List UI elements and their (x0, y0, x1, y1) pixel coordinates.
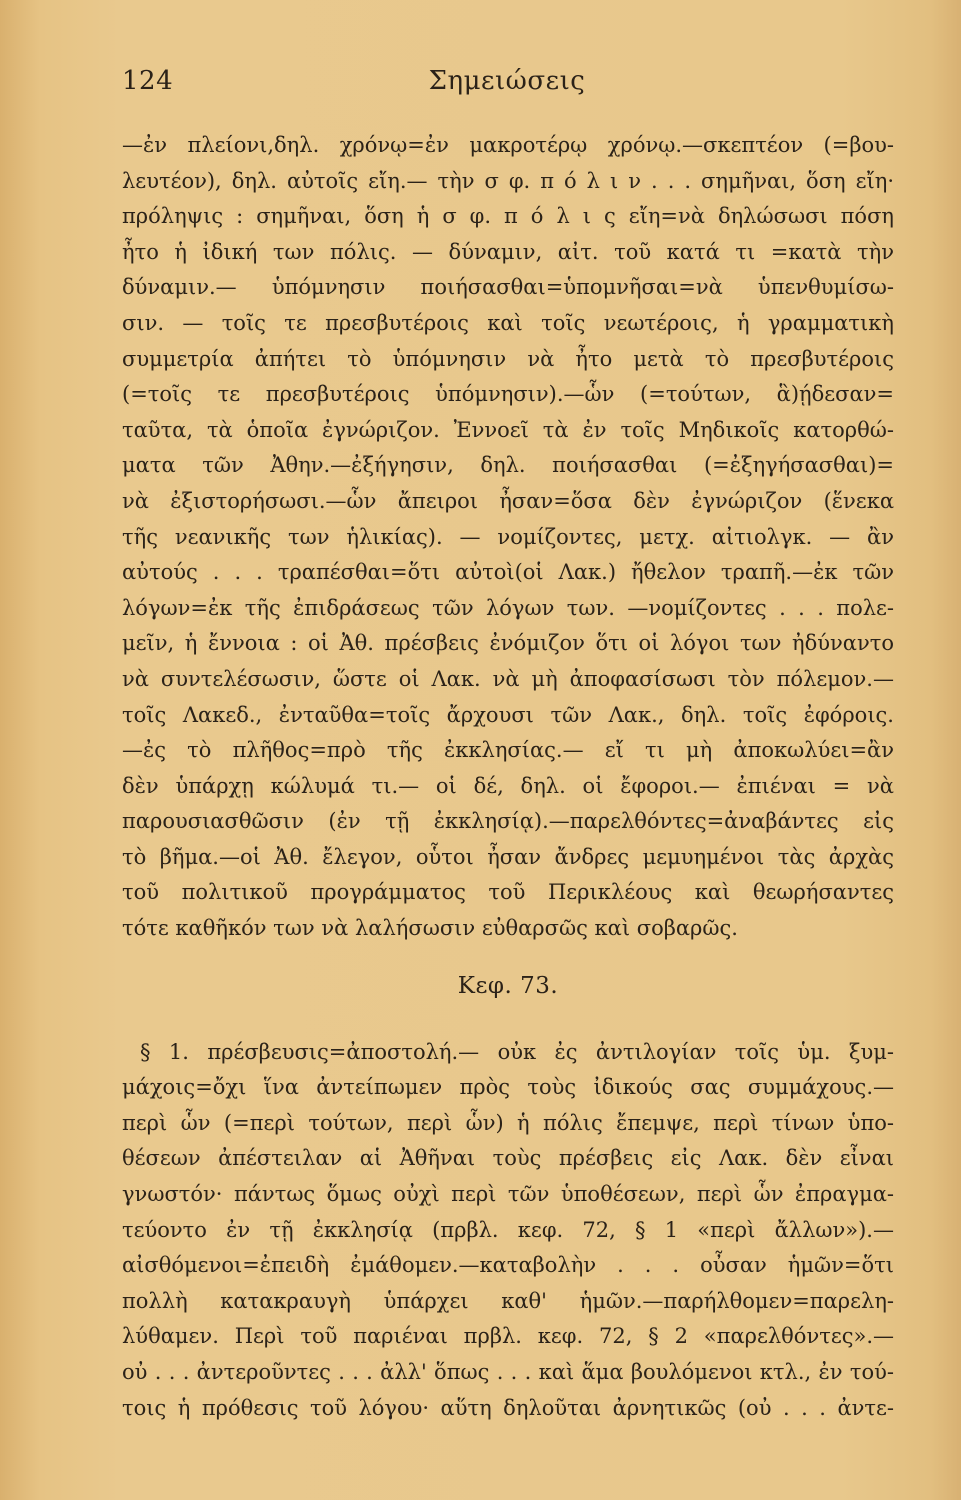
text-line: λόγων=ἐκ τῆς ἐπιδράσεως τῶν λόγων των. —νομίζοντες . . . πολε- (122, 595, 894, 620)
running-title: Σημειώσεις (428, 66, 586, 96)
text-line: τεύοντο ἐν τῇ ἐκκλησίᾳ (πρβλ. κεφ. 72, § 1 «περὶ ἄλλων»).— (122, 1217, 894, 1242)
text-line: αὐτούς . . . τραπέσθαι=ὅτι αὐτοὶ(οἱ Λακ.) ἤθελον τραπῆ.—ἐκ τῶν (122, 560, 894, 585)
text-line: λευτέον), δηλ. αὐτοῖς εἴη.— τὴν σ φ. π ό λ ι ν . . . σημῆναι, ὅση εἴη· (122, 168, 894, 193)
text-line: νὰ συντελέσωσιν, ὥστε οἱ Λακ. νὰ μὴ ἀποφασίσωσι τὸν πόλεμον.— (122, 666, 894, 691)
text-line: περὶ ὧν (=περὶ τούτων, περὶ ὧν) ἡ πόλις ἔπεμψε, περὶ τίνων ὑπο- (122, 1110, 894, 1135)
text-line: λύθαμεν. Περὶ τοῦ παριέναι πρβλ. κεφ. 72, § 2 «παρελθόντες».— (122, 1324, 894, 1349)
text-line: οὐ . . . ἀντεροῦντες . . . ἀλλ' ὅπως . . . καὶ ἅμα βουλόμενοι κτλ., ἐν τού- (122, 1360, 894, 1384)
page-header (122, 66, 892, 106)
text-line: γνωστόν· πάντως ὅμως οὐχὶ περὶ τῶν ὑποθέσεων, περὶ ὧν ἐπραγμα- (122, 1182, 894, 1207)
text-line: παρουσιασθῶσιν (ἐν τῇ ἐκκλησίᾳ).—παρελθόντες=ἀναβάντες εἰς (122, 809, 894, 834)
text-line: συμμετρία ἀπήτει τὸ ὑπόμνησιν νὰ ἦτο μετὰ τὸ πρεσβυτέροις (122, 346, 894, 371)
chapter-heading-row (122, 947, 894, 1035)
text-line: ἦτο ἡ ἰδική των πόλις. — δύναμιν, αἰτ. τοῦ κατά τι =κατὰ τὴν (122, 239, 894, 264)
text-line: δύναμιν.— ὑπόμνησιν ποιήσασθαι=ὑπομνῆσαι=νὰ ὑπενθυμίσω- (122, 275, 894, 300)
text-line: πολλὴ κατακραυγὴ ὑπάρχει καθ' ἡμῶν.—παρήλθομεν=παρελη- (122, 1288, 894, 1313)
text-line: τοῖς Λακεδ., ἐνταῦθα=τοῖς ἄρχουσι τῶν Λακ., δηλ. τοῖς ἐφόροις. (122, 702, 894, 727)
text-line: τῆς νεανικῆς των ἡλικίας). — νομίζοντες, μετχ. αἰτιολγκ. — ἂν (122, 524, 894, 549)
text-line: —ἐν πλείονι,δηλ. χρόνῳ=ἐν μακροτέρῳ χρόνῳ.—σκεπτέον (=βου- (122, 133, 894, 157)
text-line: μεῖν, ἡ ἔννοια : οἱ Ἀθ. πρέσβεις ἐνόμιζον ὅτι οἱ λόγοι των ἠδύναντο (122, 631, 894, 656)
text-line: ταῦτα, τὰ ὁποῖα ἐγνώριζον. Ἐννοεῖ τὰ ἐν τοῖς Μηδικοῖς κατορθώ- (122, 417, 894, 442)
text-line: νὰ ἐξιστορήσωσι.—ὧν ἄπειροι ἦσαν=ὅσα δὲν ἐγνώριζον (ἕνεκα (122, 488, 894, 513)
text-line: πρόληψις : σημῆναι, ὅση ἡ σ φ. π ό λ ι ς εἴη=νὰ δηλώσωσι πόση (122, 204, 894, 229)
notes-block-1 (122, 128, 894, 947)
text-line: δὲν ὑπάρχῃ κώλυμά τι.— οἱ δέ, δηλ. οἱ ἔφοροι.— ἐπιέναι = νὰ (122, 773, 894, 798)
page-number: 124 (122, 66, 174, 96)
chapter-heading: Κεφ. 73. (457, 972, 559, 999)
text-line: μάχοις=ὄχι ἵνα ἀντείπωμεν πρὸς τοὺς ἰδικούς σας συμμάχους.— (122, 1075, 894, 1100)
page-body (122, 128, 894, 1426)
text-line: ματα τῶν Ἀθην.—ἐξήγησιν, δηλ. ποιήσασθαι (=ἐξηγήσασθαι)= (122, 453, 894, 478)
text-line: αἰσθόμενοι=ἐπειδὴ ἐμάθομεν.—καταβολὴν . . . οὖσαν ἡμῶν=ὅτι (122, 1253, 894, 1278)
text-line: σιν. — τοῖς τε πρεσβυτέροις καὶ τοῖς νεωτέροις, ἡ γραμματικὴ (122, 310, 894, 335)
text-line: § 1. πρέσβευσις=ἀποστολή.— οὐκ ἐς ἀντιλογίαν τοῖς ὑμ. ξυμ- (140, 1039, 894, 1064)
text-line: τὸ βῆμα.—οἱ Ἀθ. ἔλεγον, οὗτοι ἦσαν ἄνδρες μεμυημένοι τὰς ἀρχὰς (122, 844, 894, 869)
notes-block-2 (122, 1035, 894, 1427)
text-line: τότε καθῆκόν των νὰ λαλήσωσιν εὐθαρσῶς καὶ σοβαρῶς. (122, 916, 738, 941)
text-line: —ἐς τὸ πλῆθος=πρὸ τῆς ἐκκλησίας.— εἴ τι μὴ ἀποκωλύει=ἂν (122, 738, 894, 763)
text-line: τοῦ πολιτικοῦ προγράμματος τοῦ Περικλέους καὶ θεωρήσαντες (122, 880, 894, 905)
text-line: τοις ἡ πρόθεσις τοῦ λόγου· αὕτη δηλοῦται ἀρνητικῶς (οὐ . . . ἀντε- (122, 1395, 894, 1420)
text-line: θέσεων ἀπέστειλαν αἱ Ἀθῆναι τοὺς πρέσβεις εἰς Λακ. δὲν εἶναι (122, 1146, 894, 1171)
text-line: (=τοῖς τε πρεσβυτέροις ὑπόμνησιν).—ὧν (=τούτων, ἃ)ῄδεσαν= (122, 382, 894, 407)
